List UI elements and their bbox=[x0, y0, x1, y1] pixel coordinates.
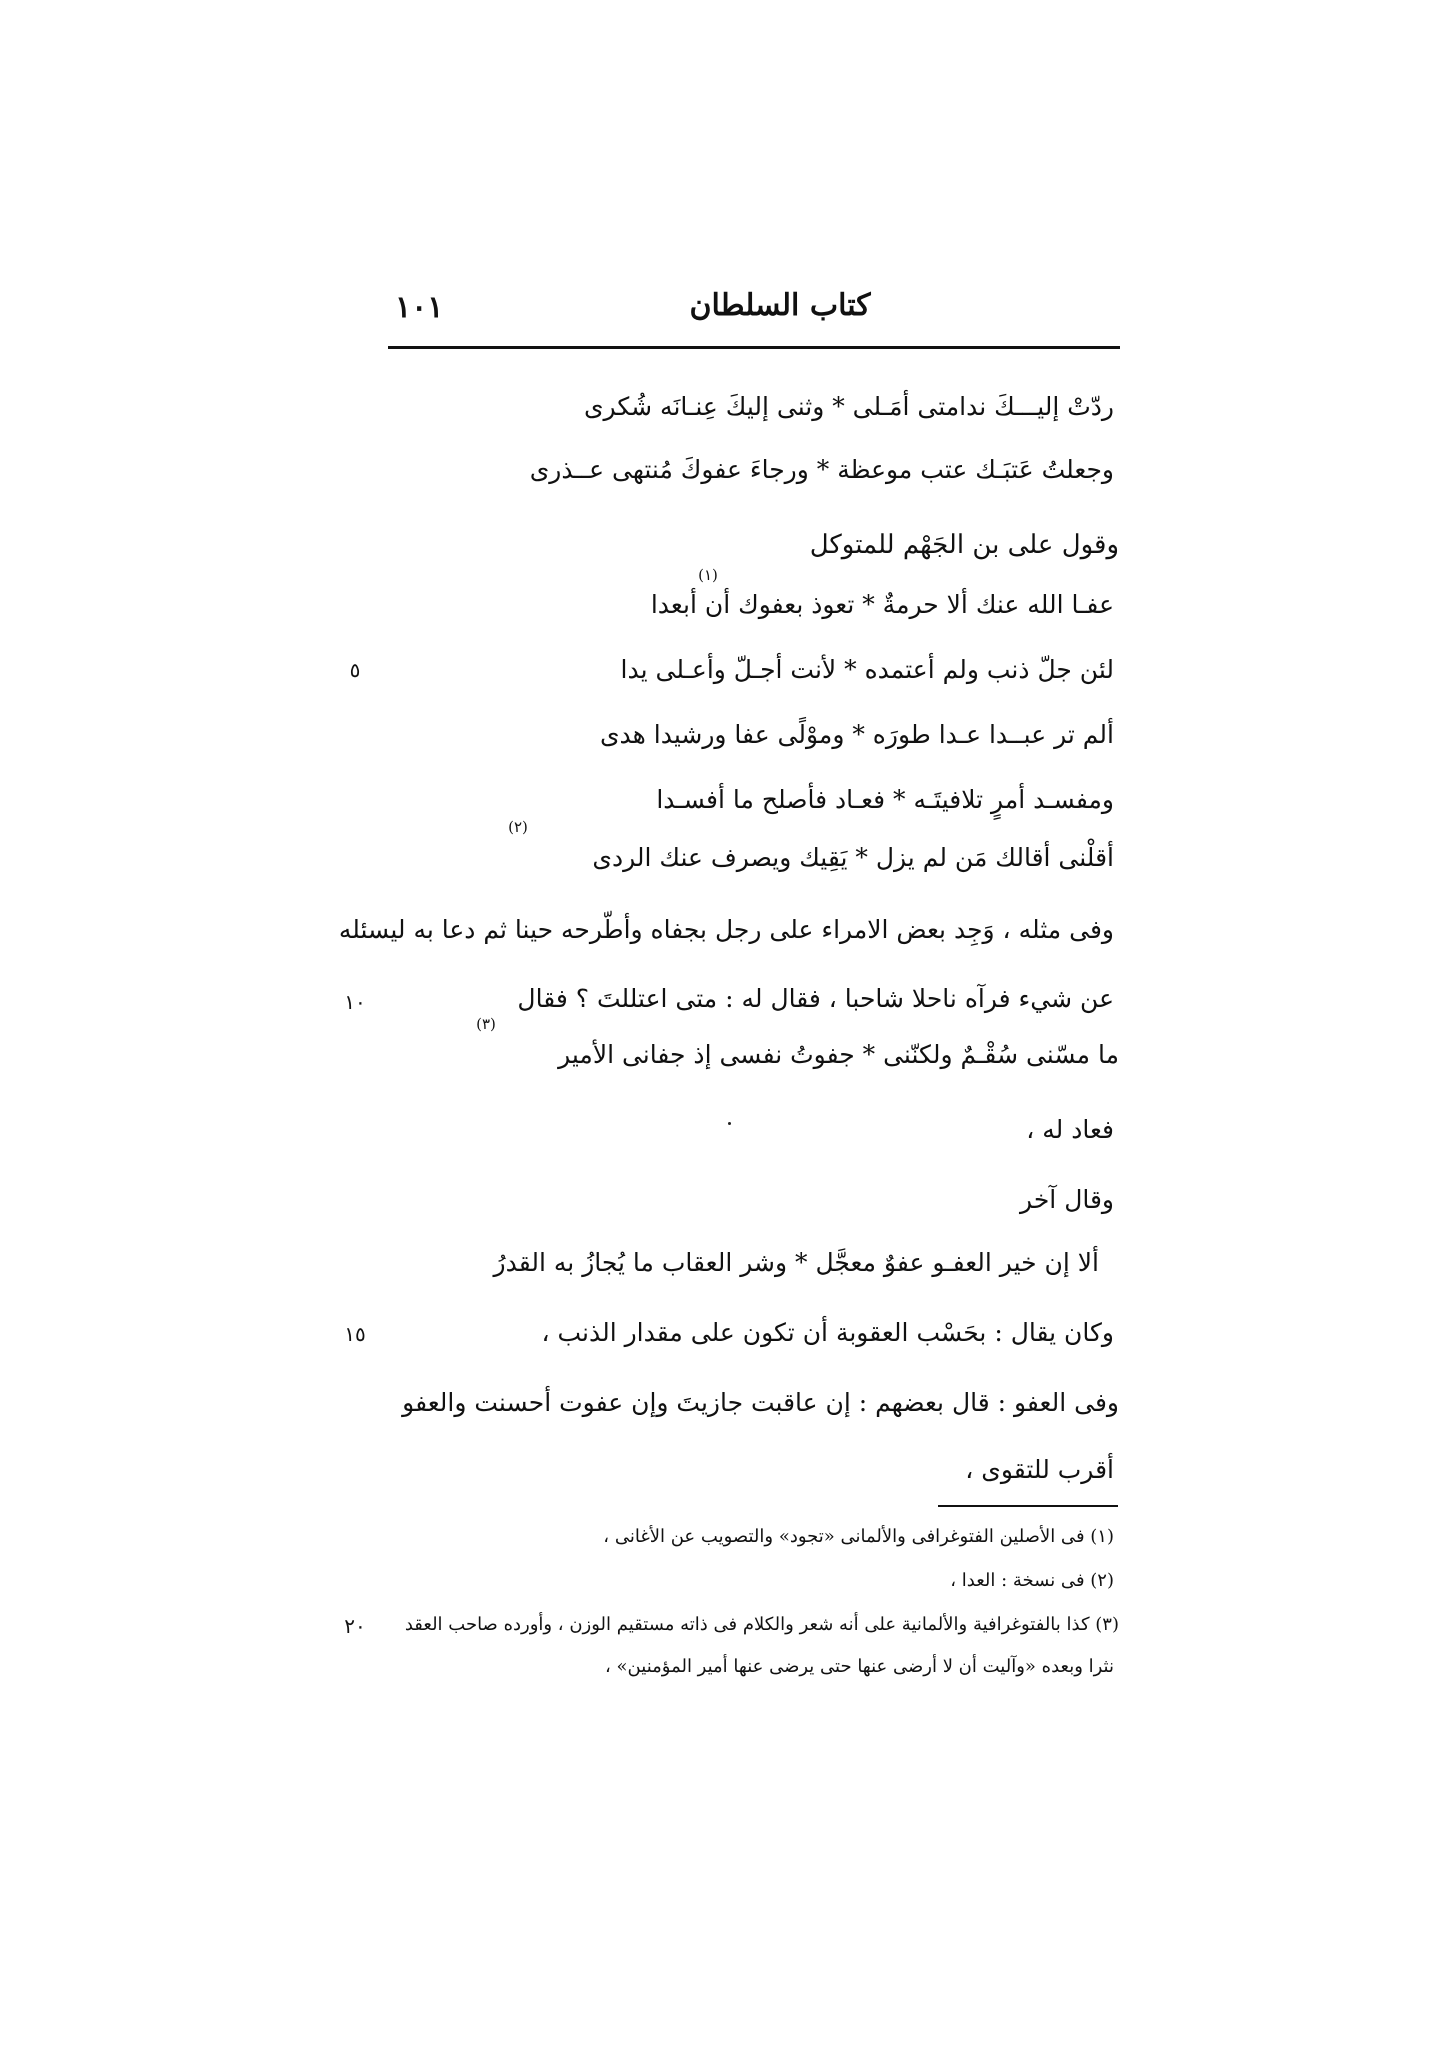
verse-intro-ibn-jahm: وقول على بن الجَهْم للمتوكل bbox=[809, 530, 1119, 560]
page-number: ١٠١ bbox=[395, 290, 444, 325]
prose-line-17: أقرب للتقوى ، bbox=[965, 1455, 1114, 1484]
prose-line-15: وكان يقال : بحَسْب العقوبة أن تكون على مقدار الذنب ، bbox=[541, 1318, 1114, 1347]
verse-line-4: عفـا الله عنك ألا حرمةٌ * تعوذ بعفوك أن أبعدا bbox=[650, 590, 1114, 619]
prose-line-16: وفى العفو : قال بعضهم : إن عاقبت جازيتَ وإن عفوت أحسنت والعفو bbox=[402, 1388, 1119, 1417]
footnote-rule bbox=[938, 1505, 1118, 1507]
line-number-10: ١٠ bbox=[344, 990, 366, 1014]
line-number-5: ٥ bbox=[349, 658, 361, 682]
running-header-title: كتاب السلطان bbox=[689, 288, 871, 323]
verse-line-8: أقلْنى أقالك مَن لم يزل * يَقِيك ويصرف عنك الردى bbox=[592, 843, 1114, 872]
verse-line-2: وجعلتُ عَتبَـك عتب موعظة * ورجاءَ عفوكَ مُنتهى عــذرى bbox=[529, 455, 1114, 484]
verse-line-5: لئن جلّ ذنب ولم أعتمده * لأنت أجـلّ وأعـلى يدا bbox=[620, 655, 1114, 684]
verse-line-6: ألم تر عبــدا عـدا طورَه * وموْلًى عفا ورشيدا هدى bbox=[599, 720, 1114, 749]
prose-line-12: فعاد له ، bbox=[1026, 1115, 1114, 1144]
line-number-15: ١٥ bbox=[344, 1322, 366, 1346]
header-rule bbox=[388, 346, 1120, 349]
verse-line-14: ألا إن خير العفـو عفوٌ معجَّل * وشر العقاب ما يُجازُ به القدرُ bbox=[493, 1248, 1099, 1277]
footnote-marker-1: (١) bbox=[698, 566, 718, 584]
verse-line-1: ردّتْ إليـــكَ ندامتى أمَـلى * وثنى إليكَ عِنـانَه شُكرى bbox=[583, 392, 1114, 421]
verse-line-7: ومفسـد أمرٍ تلافيتَـه * فعـاد فأصلح ما أفسـدا bbox=[656, 785, 1114, 814]
footnote-3-continued: نثرا وبعده «وآليت أن لا أرضى عنها حتى يرضى عنها أمير المؤمنين» ، bbox=[605, 1656, 1114, 1677]
verse-line-11: ما مسّنى سُقْـمٌ ولكنّنى * جفوتُ نفسى إذ جفانى الأمير bbox=[558, 1040, 1119, 1069]
line-number-20: ٢٠ bbox=[344, 1614, 366, 1638]
footnote-marker-3: (٣) bbox=[476, 1015, 496, 1033]
footnote-3: (٣) كذا بالفتوغرافية والألمانية على أنه شعر والكلام فى ذاته مستقيم الوزن ، وأورده صاحب العقد bbox=[404, 1614, 1119, 1635]
footnote-marker-2: (٢) bbox=[508, 818, 528, 836]
footnote-2: (٢) فى نسخة : العدا ، bbox=[950, 1570, 1114, 1591]
prose-line-13: وقال آخر bbox=[1020, 1185, 1114, 1214]
prose-line-10: عن شيء فرآه ناحلا شاحبا ، فقال له : متى اعتللتَ ؟ فقال bbox=[517, 984, 1114, 1013]
prose-line-9: وفى مثله ، وَجِد بعض الامراء على رجل بجفاه وأطّرحه حينا ثم دعا به ليسئله bbox=[338, 915, 1114, 944]
footnote-1: (١) فى الأصلين الفتوغرافى والألمانى «تجود» والتصويب عن الأغانى ، bbox=[603, 1526, 1114, 1547]
